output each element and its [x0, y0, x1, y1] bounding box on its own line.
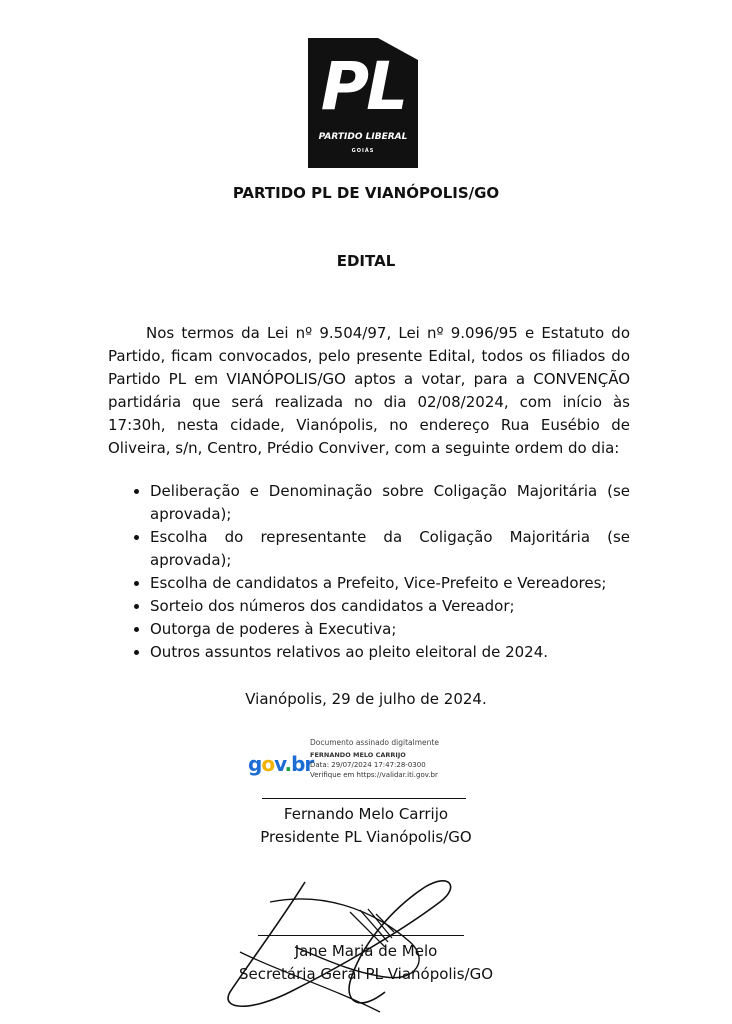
edital-paragraph: Nos termos da Lei nº 9.504/97, Lei nº 9.096/95 e Estatuto do Partido, ficam convocados, pelo presente Edital, todos os filiados do Partido PL em VIANÓPOLIS/GO aptos a votar, para a CONVENÇÃO partidária que será realizada no dia 02/08/2024, com início às 17:30h, nesta cidade, Vianópolis, no endereço Rua Eusébio de Oliveira, s/n, Centro, Prédio Conviver, com a seguinte ordem do dia:: [108, 324, 630, 457]
logo-mark: PL: [320, 48, 406, 125]
agenda-item: • Escolha do representante da Coligação Majoritária (se aprovada);: [150, 526, 630, 572]
president-name: Fernando Melo Carrijo: [283, 805, 449, 823]
signature-heading: Documento assinado digitalmente: [310, 738, 439, 747]
agenda-item: • Escolha de candidatos a Prefeito, Vice-Prefeito e Vereadores;: [150, 572, 630, 595]
president-role: Presidente PL Vianópolis/GO: [260, 828, 472, 846]
logo-party-name: PARTIDO LIBERAL: [318, 132, 408, 142]
agenda-item: • Outorga de poderes à Executiva;: [150, 618, 630, 641]
digital-signature-stamp: [248, 738, 478, 788]
party-logo: [308, 38, 418, 168]
secretary-name: Jane Maria de Melo: [294, 942, 438, 960]
signature-signer: FERNANDO MELO CARRIJO: [310, 751, 406, 759]
signature-line-president: [262, 798, 466, 799]
agenda-item: • Deliberação e Denominação sobre Coligação Majoritária (se aprovada);: [150, 480, 630, 526]
agenda-item: • Outros assuntos relativos ao pleito eleitoral de 2024.: [150, 641, 630, 664]
agenda-list: [108, 480, 630, 664]
govbr-logo: gov.br: [248, 752, 314, 776]
party-title: PARTIDO PL DE VIANÓPOLIS/GO: [232, 184, 500, 202]
document-title: EDITAL: [336, 252, 396, 270]
signature-details: [310, 738, 439, 780]
agenda-item: • Sorteio dos números dos candidatos a Vereador;: [150, 595, 630, 618]
date-line: Vianópolis, 29 de julho de 2024.: [245, 690, 487, 708]
secretary-role: Secretária Geral PL Vianópolis/GO: [238, 965, 494, 983]
signature-line-secretary: [258, 935, 464, 936]
signature-verify-link[interactable]: Verifique em https://validar.iti.gov.br: [310, 771, 438, 779]
signature-date: Data: 29/07/2024 17:47:28-0300: [310, 761, 426, 769]
logo-state: GOIÁS: [351, 148, 375, 154]
